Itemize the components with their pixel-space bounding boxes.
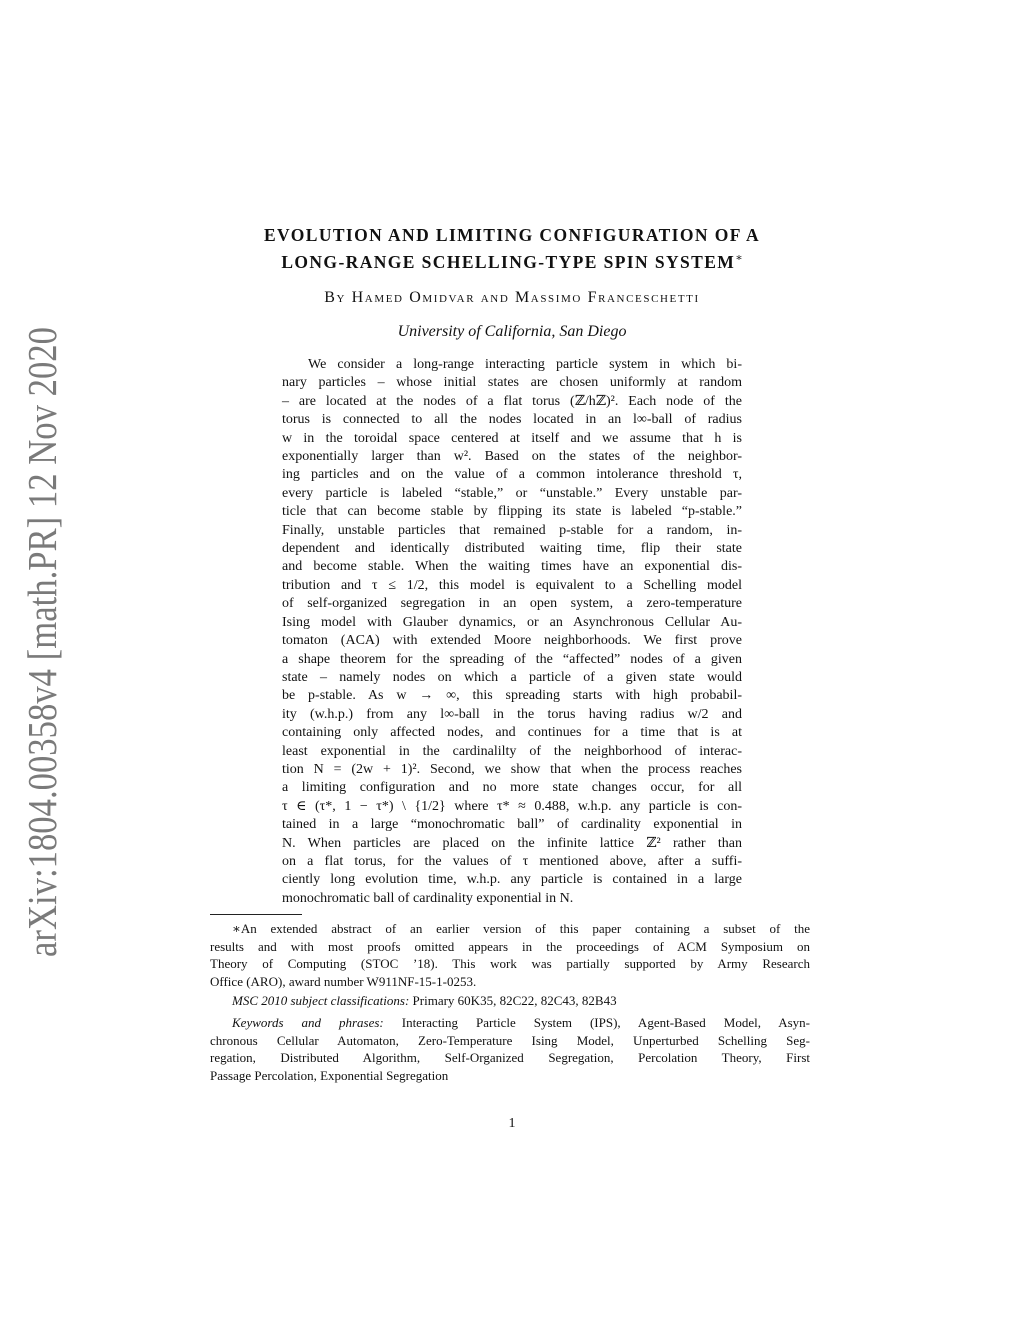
abstract-line: – are located at the nodes of a flat torus (ℤ/hℤ)². Each node of the bbox=[282, 393, 742, 409]
keywords-label: Keywords and phrases: bbox=[232, 1015, 384, 1030]
keywords-first-line-text: Interacting Particle System (IPS), Agent-Based Model, Asyn- bbox=[383, 1015, 811, 1030]
keywords-line bbox=[210, 1014, 810, 1032]
title-line-2-text: LONG-RANGE SCHELLING-TYPE SPIN SYSTEM bbox=[281, 251, 736, 272]
abstract-line: torus is connected to all the nodes located in an l∞-ball of radius bbox=[282, 412, 742, 428]
abstract-line: τ ∈ (τ*, 1 − τ*) \ {1/2} where τ* ≈ 0.488, w.h.p. any particle is con- bbox=[282, 798, 742, 814]
title-line-1: EVOLUTION AND LIMITING CONFIGURATION OF A bbox=[263, 225, 761, 245]
abstract-line: ciently long evolution time, w.h.p. any particle is contained in a large bbox=[282, 872, 742, 888]
keywords-line: chronous Cellular Automaton, Zero-Temperature Ising Model, Unperturbed Schelling Seg- bbox=[210, 1032, 810, 1048]
title-line-2 bbox=[200, 247, 824, 274]
abstract-line: ticle that can become stable by flipping its state is labeled “p-stable.” bbox=[282, 504, 742, 520]
arxiv-identifier: arXiv:1804.00358v4 [math.PR] 12 Nov 2020 bbox=[19, 212, 65, 957]
abstract-line: tained in a large “monochromatic ball” of cardinality exponential in bbox=[282, 817, 742, 833]
footnote bbox=[210, 920, 810, 990]
abstract-line: state – namely nodes on which a particle of a given state would bbox=[282, 669, 742, 685]
abstract-line: every particle is labeled “stable,” or “unstable.” Every unstable par- bbox=[282, 485, 742, 501]
abstract-line: w in the toroidal space centered at itself and we assume that h is bbox=[282, 430, 742, 446]
abstract-line: be p-stable. As w → ∞, this spreading starts with high probabil- bbox=[282, 688, 742, 704]
abstract-line: a shape theorem for the spreading of the “affected” nodes of a given bbox=[282, 651, 742, 667]
abstract-line: of self-organized segregation in an open system, a zero-temperature bbox=[282, 596, 742, 612]
authors: By Hamed Omidvar and Massimo Franceschetti bbox=[324, 289, 700, 306]
abstract-line: ing particles and on the value of a common intolerance threshold τ, bbox=[282, 467, 742, 483]
abstract-line: a limiting configuration and no more state changes occur, for all bbox=[282, 780, 742, 796]
abstract-line: on a flat torus, for the values of τ mentioned above, after a suffi- bbox=[282, 853, 742, 869]
footnote-line: Office (ARO), award number W911NF-15-1-0253. bbox=[210, 973, 477, 989]
keywords bbox=[210, 1014, 810, 1084]
abstract-line: Finally, unstable particles that remained p-stable for a random, in- bbox=[282, 522, 742, 538]
msc-classification bbox=[232, 992, 810, 1010]
abstract-line: ity (w.h.p.) from any l∞-ball in the torus having radius w/2 and bbox=[282, 706, 742, 722]
abstract-line: N. When particles are placed on the infinite lattice ℤ² rather than bbox=[282, 835, 742, 851]
abstract-line: monochromatic ball of cardinality exponential in N. bbox=[282, 890, 574, 906]
abstract-line: containing only affected nodes, and continues for a time that is at bbox=[282, 725, 742, 741]
footnote-divider bbox=[210, 914, 302, 915]
abstract-line: and become stable. When the waiting times have an exponential dis- bbox=[282, 559, 742, 575]
abstract-line: tribution and τ ≤ 1/2, this model is equivalent to a Schelling model bbox=[282, 577, 742, 593]
keywords-line: Passage Percolation, Exponential Segregation bbox=[210, 1067, 449, 1083]
abstract-line: tion N = (2w + 1)². Second, we show that when the process reaches bbox=[282, 761, 742, 777]
abstract-line: tomaton (ACA) with extended Moore neighborhoods. We first prove bbox=[282, 633, 742, 649]
page-number: 1 bbox=[508, 1116, 516, 1131]
footnote-line: ∗An extended abstract of an earlier version of this paper containing a subset of the bbox=[232, 921, 810, 936]
footnote-line: results and with most proofs omitted appears in the proceedings of ACM Symposium on bbox=[210, 938, 810, 954]
abstract-line: We consider a long-range interacting particle system in which bi- bbox=[308, 357, 742, 372]
abstract-line: Ising model with Glauber dynamics, or an Asynchronous Cellular Au- bbox=[282, 614, 742, 630]
abstract-line: least exponential in the cardinalilty of the neighborhood of interac- bbox=[282, 743, 742, 759]
footnote-line: Theory of Computing (STOC ’18). This work was partially supported by Army Research bbox=[210, 956, 810, 972]
affiliation: University of California, San Diego bbox=[397, 323, 627, 340]
msc-label: MSC 2010 subject classifications: bbox=[232, 993, 410, 1008]
abstract-line: exponentially larger than w². Based on the states of the neighbor- bbox=[282, 449, 742, 465]
msc-value: Primary 60K35, 82C22, 82C43, 82B43 bbox=[409, 993, 617, 1008]
abstract-line: nary particles – whose initial states are chosen uniformly at random bbox=[282, 375, 742, 391]
paper-title bbox=[200, 224, 824, 274]
abstract-line: dependent and identically distributed waiting time, flip their state bbox=[282, 541, 742, 557]
title-footnote-marker[interactable]: ∗ bbox=[735, 252, 743, 264]
keywords-line: regation, Distributed Algorithm, Self-Organized Segregation, Percolation Theory, First bbox=[210, 1050, 810, 1066]
abstract bbox=[282, 356, 742, 908]
